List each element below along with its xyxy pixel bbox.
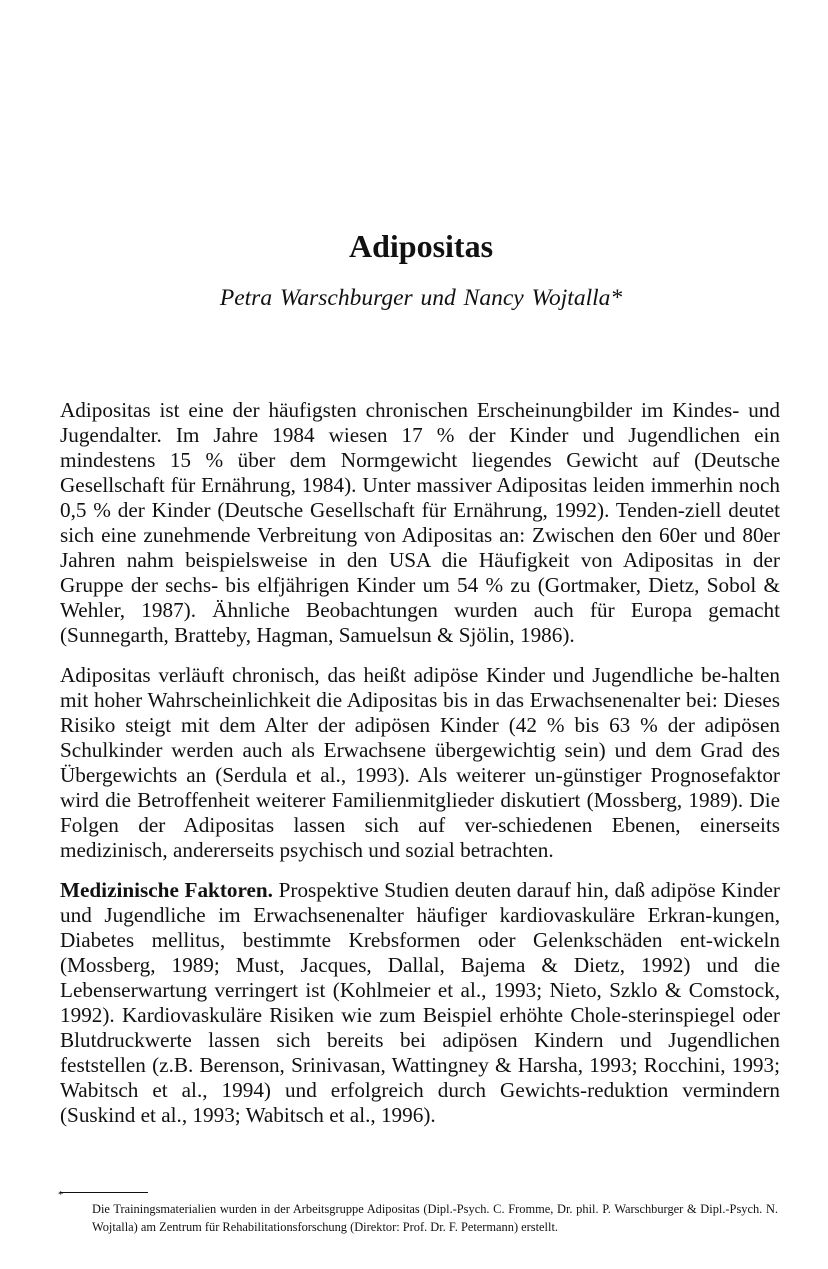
footnote-rule xyxy=(60,1192,148,1193)
paragraph-medical-factors xyxy=(60,878,780,1128)
chapter-authors: Petra Warschburger und Nancy Wojtalla* xyxy=(219,285,623,311)
footnote-text: Die Trainingsmaterialien wurden in der Arbeitsgruppe Adipositas (Dipl.-Psych. C. Fromme, Dr. phil. P. Warschburger & Dipl.-Psych. N. Wojtalla) am Zentrum für Rehabilitationsforschung (Direktor: Prof. Dr. F. Petermann) erstellt. xyxy=(92,1202,778,1234)
chapter-title: Adipositas xyxy=(348,228,494,264)
paragraph-runin-heading: Medizinische Faktoren. xyxy=(60,878,273,902)
body-text xyxy=(60,398,780,1128)
paragraph-text: Prospektive Studien deuten darauf hin, daß adipöse Kinder und Jugendliche im Erwachsenenalter häufiger kardiovaskuläre Erkran-kungen, Diabetes mellitus, bestimmte Krebsformen oder Gelenkschäden ent-wickeln (Mossberg, 1989; Must, Jacques, Dallal, Bajema & Dietz, 1992) und die Lebenserwartung verringert ist (Kohlmeier et al., 1993; Nieto, Szklo & Comstock, 1992). Kardiovaskuläre Risiken wie zum Beispiel erhöhte Chole-sterinspiegel oder Blutdruckwerte lassen sich bereits bei adipösen Kindern und Jugendlichen feststellen (z.B. Berenson, Srinivasan, Wattingney & Harsha, 1993; Rocchini, 1993; Wabitsch et al., 1994) und erfolgreich durch Gewichts-reduktion vermindern (Suskind et al., 1993; Wabitsch et al., 1996). xyxy=(60,878,780,1127)
footnote-mark: * xyxy=(58,1189,64,1201)
paragraph-text: Adipositas ist eine der häufigsten chronischen Erscheinungbilder im Kindes- und Jugendalter. Im Jahre 1984 wiesen 17 % der Kinder und Jugendlichen ein mindestens 15 % über dem Normgewicht liegendes Gewicht auf (Deutsche Gesellschaft für Ernährung, 1984). Unter massiver Adipositas leiden immerhin noch 0,5 % der Kinder (Deutsche Gesellschaft für Ernährung, 1992). Tenden-ziell deutet sich eine zunehmende Verbreitung von Adipositas an: Zwischen den 60er und 80er Jahren nahm beispielsweise in den USA die Häufigkeit von Adipositas in der Gruppe der sechs- bis elfjährigen Kinder um 54 % zu (Gortmaker, Dietz, Sobol & Wehler, 1987). Ähnliche Beobachtungen wurden auch für Europa gemacht (Sunnegarth, Bratteby, Hagman, Samuelsun & Sjölin, 1986). xyxy=(60,398,780,647)
paragraph-text: Adipositas verläuft chronisch, das heißt adipöse Kinder und Jugendliche be-halten mit hoher Wahrscheinlichkeit die Adipositas bis in das Erwachsenenalter bei: Dieses Risiko steigt mit dem Alter der adipösen Kinder (42 % bis 63 % der adipösen Schulkinder werden auch als Erwachsene übergewichtig sein) und dem Grad des Übergewichts an (Serdula et al., 1993). Als weiterer un-günstiger Prognosefaktor wird die Betroffenheit weiterer Familienmitglieder diskutiert (Mossberg, 1989). Die Folgen der Adipositas lassen sich auf ver-schiedenen Ebenen, einerseits medizinisch, andererseits psychisch und sozial betrachten. xyxy=(60,663,780,862)
paragraph-prevalence xyxy=(60,398,780,648)
paragraph-chronic-course xyxy=(60,663,780,863)
